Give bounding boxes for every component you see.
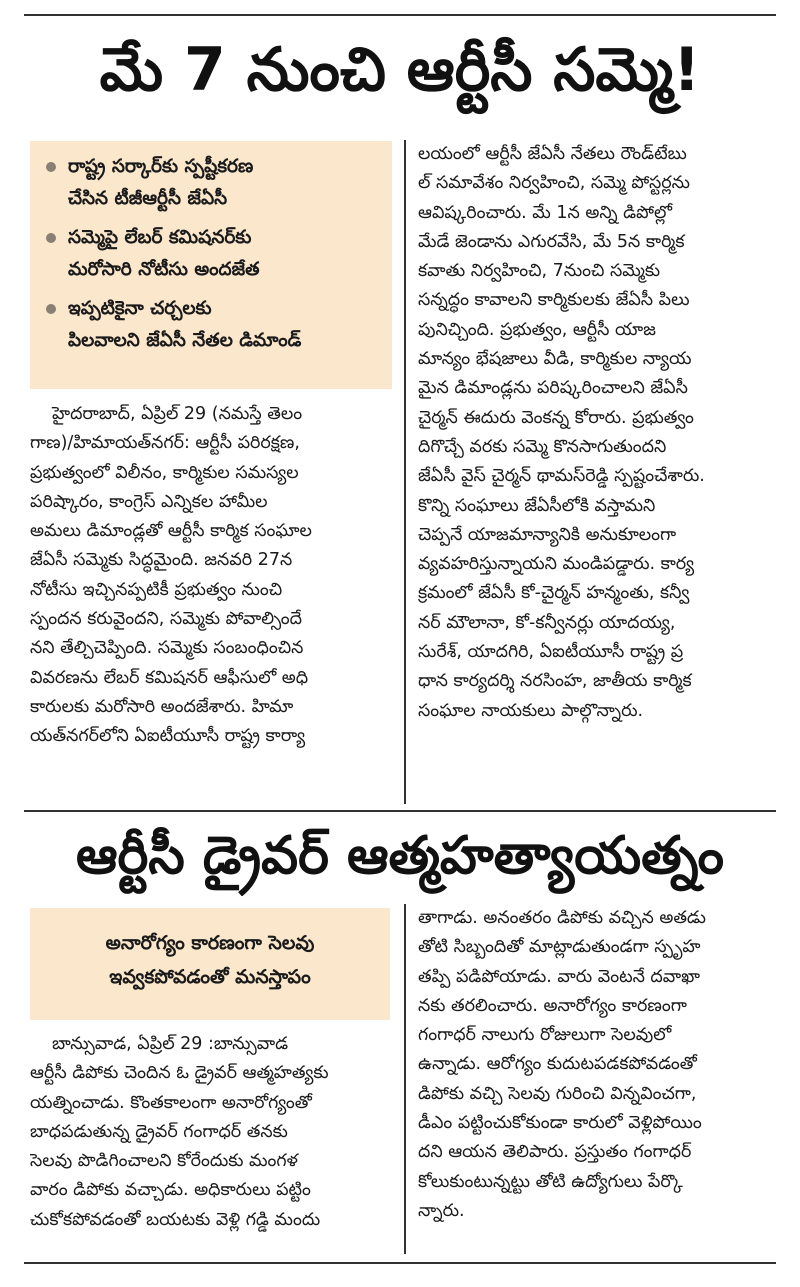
top-rule xyxy=(24,14,776,16)
article1-headline: మే 7 నుంచి ఆర్టీసీ సమ్మె! xyxy=(99,35,701,105)
article2-right-column: తాగాడు. అనంతరం డిపోకు వచ్చిన అతడు తోటి సిబ్బందితో మాట్లాడుతుండగా స్పృహ తప్పి పడిపోయాడు. వారు వెంటనే దవాఖా నకు తరలించారు. అనారోగ్యం కారణంగా గంగాధర్ నాలుగు రోజులుగా సెలవులో ఉన్నాడు. ఆరోగ్యం కుదుటపడకపోవడంతో డిపోకు వచ్చి సెలవు గురించి విన్నవించగా, డీఎం పట్టించుకోకుండా కారులో వెళ్లిపోయిం దని ఆయన తెలిపారు. ప్రస్తుతం గంగాధర్ కోలుకుంటున్నట్టు తోటి ఉద్యోగులు పేర్కొ న్నారు. xyxy=(418,908,706,1221)
highlight-item: ఇప్పటికైనా చర్చలకు పిలవాలని జేఏసీ నేతల డిమాండ్ xyxy=(42,293,380,357)
bullet-icon xyxy=(46,233,56,243)
bullet-icon xyxy=(46,162,56,172)
article2-left-column: బాన్సువాడ, ఏప్రిల్ 29 :బాన్సువాడ ఆర్టీసీ డిపోకు చెందిన ఓ డ్రైవర్ ఆత్మహత్యకు యత్నించాడు. కొంతకాలంగా అనారోగ్యంతో బాధపడుతున్న డ్రైవర్ గంగాధర్ తనకు సెలవు పొడిగించాలని కోరేందుకు మంగళ వారం డిపోకు వచ్చాడు. అధికారులు పట్టిం చుకోకపోవడంతో బయటకు వెళ్లి గడ్డి మందు xyxy=(30,1034,329,1230)
bottom-rule xyxy=(24,1262,776,1264)
highlight-item: సమ్మెపై లేబర్ కమిషనర్‌కు మరోసారి నోటీసు అందజేత xyxy=(42,222,380,286)
article1-column-divider xyxy=(404,140,406,804)
article2-highlight-box: అనారోగ్యం కారణంగా సెలవు ఇవ్వకపోవడంతో మనస్తాపం xyxy=(30,908,390,1020)
article2-column-divider xyxy=(404,904,406,1254)
article1-right-column: లయంలో ఆర్టీసీ జేఏసీ నేతలు రౌండ్‌టేబు ల్ సమావేశం నిర్వహించి, సమ్మె పోస్టర్లను ఆవిష్కరించారు. మే 1న అన్ని డిపోల్లో మేడే జెండాను ఎగురవేసి, మే 5న కార్మిక కవాతు నిర్వహించి, 7నుంచి సమ్మెకు సన్నద్ధం కావాలని కార్మికులకు జేఏసీ పిలు పునిచ్చింది. ప్రభుత్వం, ఆర్టీసీ యాజ మాన్యం భేషజాలు వీడి, కార్మికుల న్యాయ మైన డిమాండ్లను పరిష్కరించాలని జేఏసీ చైర్మన్ ఈదురు వెంకన్న కోరారు. ప్రభుత్వం దిగొచ్చే వరకు సమ్మె కొనసాగుతుందని జేఏసీ వైస్ చైర్మన్ థామస్‌రెడ్డి స్పష్టంచేశారు. కొన్ని సంఘాలు జేఏసీలోకి వస్తామని చెప్పనే యాజమాన్యానికి అనుకూలంగా వ్యవహరిస్తున్నాయని మండిపడ్డారు. కార్య క్రమంలో జేఏసీ కో-చైర్మన్ హన్మంతు, కన్వీ నర్ మౌలానా, కో-కన్వీనర్లు యాదయ్య, సురేశ్, యాదగిరి, ఏఐటీయూసీ రాష్ట్ర ప్ర ధాన కార్యదర్శి నరసింహ, జాతీయ కార్మిక సంఘాల నాయకులు పాల్గొన్నారు. xyxy=(418,144,705,721)
article2-headline: ఆర్టీసీ డ్రైవర్ ఆత్మహత్యాయత్నం xyxy=(75,826,725,886)
section-divider xyxy=(24,810,776,812)
bullet-icon xyxy=(46,304,56,314)
article1-left-column: హైదరాబాద్, ఏప్రిల్ 29 (నమస్తే తెలం గాణ)/హిమాయత్‌నగర్: ఆర్టీసీ పరిరక్షణ, ప్రభుత్వంలో విలీనం, కార్మికుల సమస్యల పరిష్కారం, కాంగ్రెస్ ఎన్నికల హామీల అమలు డిమాండ్లతో ఆర్టీసీ కార్మిక సంఘాల జేఏసీ సమ్మెకు సిద్ధమైంది. జనవరి 27న నోటీసు ఇచ్చినప్పటికీ ప్రభుత్వం నుంచి స్పందన కరువైందని, సమ్మెకు పోవాల్సిందే నని తేల్చిచెప్పింది. సమ్మెకు సంబంధించిన వివరణను లేబర్ కమిషనర్ ఆఫీసులో అధి కారులకు మరోసారి అందజేశారు. హిమా యత్‌నగర్‌లోని ఏఐటీయూసీ రాష్ట్ర కార్యా xyxy=(30,404,312,747)
highlight-item: రాష్ట్ర సర్కార్‌కు స్పష్టీకరణ చేసిన టీజీఆర్టీసీ జేఏసీ xyxy=(42,151,380,215)
article1-highlights-box xyxy=(30,141,392,389)
